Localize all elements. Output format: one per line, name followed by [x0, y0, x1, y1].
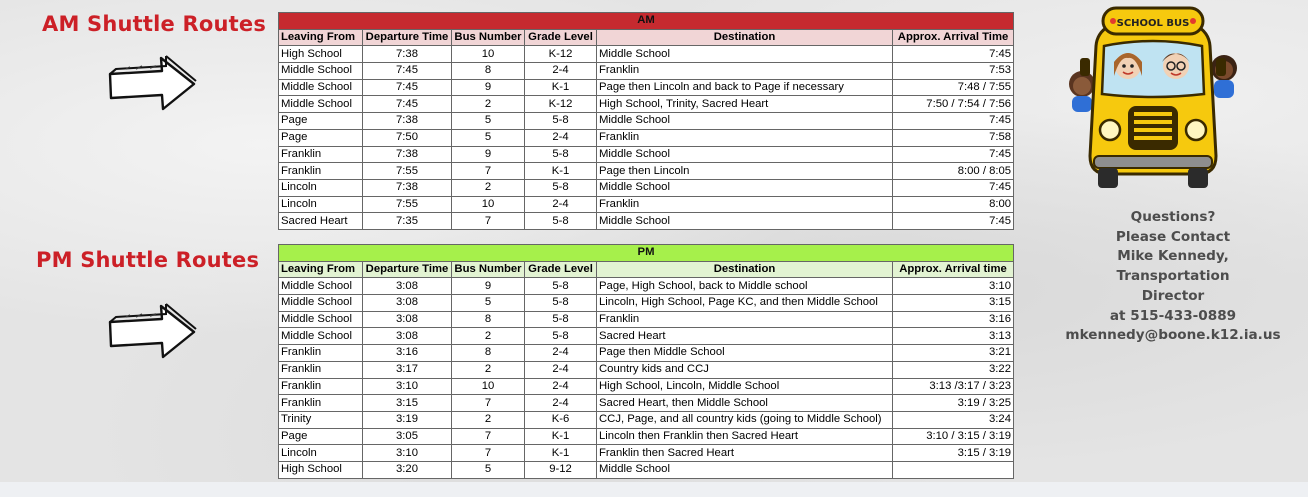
table-cell: 7:58 — [893, 129, 1014, 146]
column-header: Approx. Arrival time — [893, 261, 1014, 278]
table-cell: 7:50 — [363, 129, 452, 146]
table-cell: 5 — [452, 461, 525, 478]
table-row — [279, 345, 1014, 362]
table-cell: 5-8 — [525, 295, 597, 312]
bus-sign-text: SCHOOL BUS — [1116, 18, 1190, 29]
table-row — [279, 295, 1014, 312]
table-cell: High School — [279, 461, 363, 478]
table-cell: 5-8 — [525, 113, 597, 130]
table-cell: K-12 — [525, 46, 597, 63]
table-row — [279, 278, 1014, 295]
table-cell: 7:38 — [363, 179, 452, 196]
table-row — [279, 46, 1014, 63]
table-cell: Franklin — [597, 129, 893, 146]
table-cell: 7:45 — [363, 79, 452, 96]
table-row — [279, 113, 1014, 130]
table-cell: 8 — [452, 311, 525, 328]
table-cell: 10 — [452, 378, 525, 395]
table-cell: Page then Middle School — [597, 345, 893, 362]
table-cell: Sacred Heart — [597, 328, 893, 345]
table-cell: 10 — [452, 196, 525, 213]
column-header: Departure Time — [363, 29, 452, 46]
table-cell: 7:35 — [363, 213, 452, 230]
table-cell: 3:24 — [893, 411, 1014, 428]
right-arrow-icon — [106, 54, 198, 112]
table-cell: Franklin — [597, 311, 893, 328]
table-cell: Middle School — [597, 213, 893, 230]
table-cell: Sacred Heart, then Middle School — [597, 395, 893, 412]
table-cell: Middle School — [279, 295, 363, 312]
table-cell: 3:16 — [363, 345, 452, 362]
table-row — [279, 445, 1014, 462]
table-cell: 7:45 — [893, 146, 1014, 163]
am-schedule-table — [278, 12, 1014, 230]
table-cell: Page then Lincoln and back to Page if necessary — [597, 79, 893, 96]
table-cell: 7:50 / 7:54 / 7:56 — [893, 96, 1014, 113]
table-cell: Middle School — [279, 278, 363, 295]
table-cell: 5-8 — [525, 179, 597, 196]
table-row — [279, 163, 1014, 180]
table-row — [279, 428, 1014, 445]
table-cell: Lincoln — [279, 179, 363, 196]
column-header: Approx. Arrival Time — [893, 29, 1014, 46]
table-cell: Franklin — [279, 345, 363, 362]
table-row — [279, 395, 1014, 412]
table-cell: 2-4 — [525, 378, 597, 395]
table-cell: 3:16 — [893, 311, 1014, 328]
table-cell: Franklin — [279, 378, 363, 395]
table-cell: K-1 — [525, 445, 597, 462]
table-cell: Franklin then Sacred Heart — [597, 445, 893, 462]
table-cell: High School, Lincoln, Middle School — [597, 378, 893, 395]
table-cell: 2-4 — [525, 63, 597, 80]
table-cell — [893, 461, 1014, 478]
table-cell: Lincoln then Franklin then Sacred Heart — [597, 428, 893, 445]
table-cell: 7:45 — [363, 63, 452, 80]
table-cell: 5-8 — [525, 146, 597, 163]
table-cell: 2-4 — [525, 361, 597, 378]
contact-please: Please Contact — [1115, 228, 1231, 245]
am-table-title: AM — [279, 13, 1014, 30]
pm-header-row — [279, 261, 1014, 278]
column-header: Destination — [597, 261, 893, 278]
table-cell: Middle School — [279, 96, 363, 113]
table-cell: Middle School — [597, 461, 893, 478]
table-cell: 2-4 — [525, 129, 597, 146]
table-cell: 7:38 — [363, 146, 452, 163]
table-cell: 3:22 — [893, 361, 1014, 378]
table-cell: 3:21 — [893, 345, 1014, 362]
table-cell: K-12 — [525, 96, 597, 113]
table-cell: 3:15 — [893, 295, 1014, 312]
contact-email: mkennedy@boone.k12.ia.us — [1065, 327, 1281, 344]
table-cell: 8 — [452, 63, 525, 80]
pm-schedule-table — [278, 244, 1014, 479]
table-cell: Country kids and CCJ — [597, 361, 893, 378]
table-cell: 3:10 — [363, 445, 452, 462]
table-cell: Middle School — [597, 179, 893, 196]
column-header: Grade Level — [525, 29, 597, 46]
table-cell: Sacred Heart — [279, 213, 363, 230]
table-cell: Page then Lincoln — [597, 163, 893, 180]
table-cell: 7:38 — [363, 113, 452, 130]
table-row — [279, 179, 1014, 196]
pm-table-title: PM — [279, 245, 1014, 262]
table-row — [279, 196, 1014, 213]
table-cell: 3:08 — [363, 278, 452, 295]
table-cell: Middle School — [279, 328, 363, 345]
table-cell: Middle School — [279, 79, 363, 96]
table-cell: 5-8 — [525, 328, 597, 345]
table-cell: 8:00 / 8:05 — [893, 163, 1014, 180]
school-bus-illustration — [1058, 6, 1248, 196]
table-row — [279, 79, 1014, 96]
table-cell: 5-8 — [525, 278, 597, 295]
table-cell: Middle School — [597, 146, 893, 163]
table-cell: 5-8 — [525, 311, 597, 328]
table-cell: 10 — [452, 46, 525, 63]
table-cell: K-1 — [525, 163, 597, 180]
table-cell: 5 — [452, 295, 525, 312]
table-cell: 2 — [452, 411, 525, 428]
table-cell: 5-8 — [525, 213, 597, 230]
table-cell: Franklin — [279, 395, 363, 412]
table-cell: Page — [279, 113, 363, 130]
table-cell: 3:15 — [363, 395, 452, 412]
table-cell: 8:00 — [893, 196, 1014, 213]
table-cell: 7 — [452, 163, 525, 180]
table-cell: Franklin — [279, 146, 363, 163]
table-cell: 3:10 / 3:15 / 3:19 — [893, 428, 1014, 445]
table-cell: 2 — [452, 96, 525, 113]
table-cell: CCJ, Page, and all country kids (going to Middle School) — [597, 411, 893, 428]
table-row — [279, 411, 1014, 428]
table-row — [279, 96, 1014, 113]
table-cell: 3:19 — [363, 411, 452, 428]
table-cell: 7 — [452, 428, 525, 445]
pm-routes-heading: PM Shuttle Routes — [36, 248, 260, 272]
table-cell: 7:45 — [893, 179, 1014, 196]
table-cell: 7:48 / 7:55 — [893, 79, 1014, 96]
am-header-row — [279, 29, 1014, 46]
table-cell: Page, High School, back to Middle school — [597, 278, 893, 295]
table-cell: 3:13 — [893, 328, 1014, 345]
table-cell: 7:55 — [363, 196, 452, 213]
column-header: Bus Number — [452, 261, 525, 278]
table-cell: Lincoln — [279, 445, 363, 462]
table-cell: 3:20 — [363, 461, 452, 478]
table-cell: 9 — [452, 146, 525, 163]
table-cell: 3:08 — [363, 328, 452, 345]
table-cell: 9 — [452, 79, 525, 96]
table-cell: 2 — [452, 328, 525, 345]
contact-info — [1062, 208, 1284, 346]
table-cell: 3:08 — [363, 311, 452, 328]
contact-role: Director — [1141, 287, 1205, 304]
table-cell: Trinity — [279, 411, 363, 428]
table-row — [279, 361, 1014, 378]
table-cell: Middle School — [597, 46, 893, 63]
table-cell: 2 — [452, 361, 525, 378]
bottom-strip — [0, 482, 1308, 497]
column-header: Destination — [597, 29, 893, 46]
column-header: Departure Time — [363, 261, 452, 278]
table-cell: Lincoln, High School, Page KC, and then Middle School — [597, 295, 893, 312]
table-cell: High School — [279, 46, 363, 63]
table-row — [279, 328, 1014, 345]
table-row — [279, 129, 1014, 146]
table-cell: 7 — [452, 213, 525, 230]
table-cell: K-1 — [525, 428, 597, 445]
table-cell: 7:38 — [363, 46, 452, 63]
table-cell: 2-4 — [525, 395, 597, 412]
table-row — [279, 378, 1014, 395]
contact-name: Mike Kennedy, Transportation — [1116, 248, 1230, 285]
right-arrow-icon — [106, 302, 198, 360]
table-cell: Page — [279, 428, 363, 445]
table-cell: 3:19 / 3:25 — [893, 395, 1014, 412]
table-cell: 2-4 — [525, 345, 597, 362]
table-cell: 2 — [452, 179, 525, 196]
table-cell: 7:45 — [363, 96, 452, 113]
table-cell: 3:17 — [363, 361, 452, 378]
column-header: Bus Number — [452, 29, 525, 46]
table-cell: 8 — [452, 345, 525, 362]
table-cell: 9 — [452, 278, 525, 295]
table-cell: 3:10 — [893, 278, 1014, 295]
table-cell: 7:45 — [893, 113, 1014, 130]
table-cell: 3:10 — [363, 378, 452, 395]
contact-phone: at 515-433-0889 — [1109, 307, 1237, 324]
table-cell: 7:45 — [893, 213, 1014, 230]
table-cell: K-1 — [525, 79, 597, 96]
table-cell: 5 — [452, 113, 525, 130]
table-cell: 7:53 — [893, 63, 1014, 80]
contact-questions: Questions? — [1130, 209, 1216, 225]
table-cell: 3:13 /3:17 / 3:23 — [893, 378, 1014, 395]
table-cell: Page — [279, 129, 363, 146]
table-cell: High School, Trinity, Sacred Heart — [597, 96, 893, 113]
table-row — [279, 63, 1014, 80]
table-cell: Middle School — [279, 311, 363, 328]
column-header: Leaving From — [279, 261, 363, 278]
table-cell: Franklin — [279, 361, 363, 378]
table-cell: Middle School — [279, 63, 363, 80]
table-row — [279, 146, 1014, 163]
table-cell: 2-4 — [525, 196, 597, 213]
table-cell: K-6 — [525, 411, 597, 428]
table-cell: 3:05 — [363, 428, 452, 445]
table-cell: Franklin — [597, 63, 893, 80]
table-cell: Franklin — [279, 163, 363, 180]
table-cell: 9-12 — [525, 461, 597, 478]
table-row — [279, 213, 1014, 230]
column-header: Grade Level — [525, 261, 597, 278]
table-cell: Franklin — [597, 196, 893, 213]
table-cell: 3:08 — [363, 295, 452, 312]
table-cell: 7 — [452, 445, 525, 462]
table-cell: Lincoln — [279, 196, 363, 213]
am-routes-heading: AM Shuttle Routes — [42, 12, 267, 36]
table-cell: 7 — [452, 395, 525, 412]
table-cell: 3:15 / 3:19 — [893, 445, 1014, 462]
table-cell: 7:55 — [363, 163, 452, 180]
table-row — [279, 311, 1014, 328]
table-row — [279, 461, 1014, 478]
column-header: Leaving From — [279, 29, 363, 46]
table-cell: 5 — [452, 129, 525, 146]
table-cell: 7:45 — [893, 46, 1014, 63]
table-cell: Middle School — [597, 113, 893, 130]
